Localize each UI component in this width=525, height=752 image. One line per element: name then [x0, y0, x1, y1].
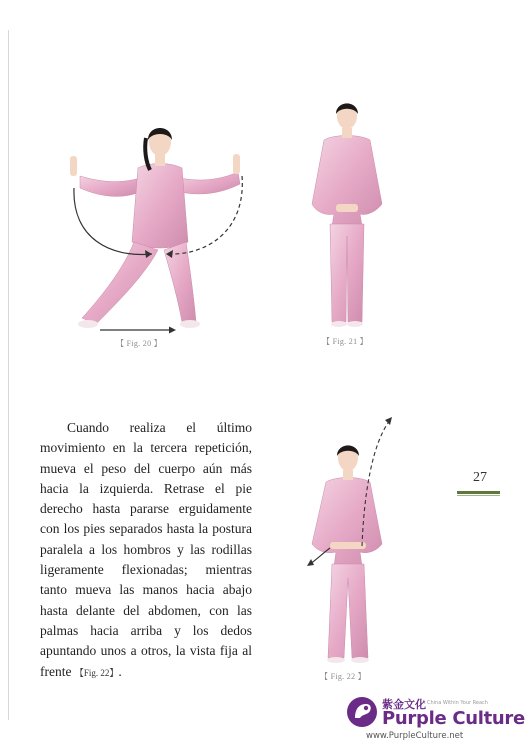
page-number: 27 [473, 470, 487, 485]
figure-20-caption: 【 Fig. 20 】 [116, 339, 162, 348]
body-paragraph-end: . [118, 663, 122, 679]
body-paragraph [40, 418, 252, 683]
purple-culture-watermark [346, 694, 525, 744]
figure-21-caption: 【 Fig. 21 】 [322, 337, 368, 346]
figure-22-caption: 【 Fig. 22 】 [320, 672, 366, 681]
page-edge-rule [8, 30, 9, 720]
watermark-tagline: A China Within Your Reach [422, 700, 488, 706]
figure-22-photo [300, 414, 400, 668]
figure-20-photo [60, 118, 260, 340]
figure-22-reference: 【Fig. 22】 [74, 667, 119, 678]
watermark-chinese-text: 紫金文化 [382, 698, 426, 711]
purple-culture-logo-icon [346, 696, 378, 728]
watermark-url: www.PurpleCulture.net [366, 731, 464, 741]
page-number-rule-thin [457, 495, 500, 496]
body-paragraph-text: Cuando realiza el último movimiento en la tercera repetición, mueva el peso del cuerpo aún más hacia la izquierda. Retrase el pie derecho hasta pararse erguidamente con los pies separados hasta la postura paralela a los hombros y las rodillas ligeramente flexionadas; mientras tanto mueva las manos hacia abajo hasta delante del abdomen, con las palmas hacia arriba y los dedos apuntando unos a otros, la vista fija al frente [40, 420, 252, 679]
figure-21-photo [302, 100, 392, 332]
watermark-brand: Purple Culture [382, 708, 525, 729]
page-number-rule [457, 491, 500, 494]
